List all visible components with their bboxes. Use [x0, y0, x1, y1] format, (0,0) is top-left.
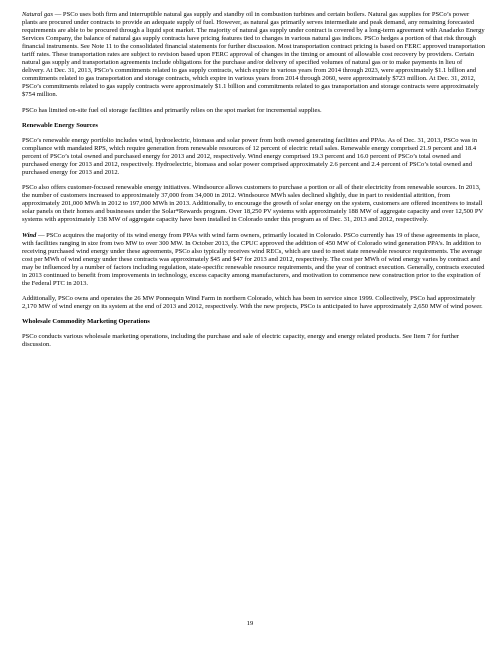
- document-page: [22, 11, 486, 356]
- wholesale-heading: Wholesale Commodity Marketing Operations: [22, 318, 150, 326]
- customer-initiatives-paragraph: PSCo also offers customer-focused renewable energy initiatives. Windsource allows customers to purchase a portion or all of their electricity from renewable sources. In 2013, the number of customers increased to approximately 37,000 from 34,000 in 2012. Windsource MWh sales declined slightly, due in part to residential attrition, from approximately 201,000 MWh in 2012 to 197,000 MWh in 2013. Additionally, to encourage the growth of solar energy on the system, customers are offered incentives to install solar panels on their homes and businesses under the Solar*Rewards program. Over 18,250 PV systems with approximately 188 MW of aggregate capacity and over 12,500 PV systems with approximately 138 MW of aggregate capacity have been installed in Colorado under this program as of Dec. 31, 2013 and 2012, respectively.: [22, 184, 484, 224]
- page-number: 19: [246, 620, 254, 627]
- wind-lead: Wind: [22, 231, 37, 239]
- natural-gas-paragraph: [22, 11, 486, 100]
- renewable-portfolio-paragraph: PSCo’s renewable energy portfolio includes wind, hydroelectric, biomass and solar power from both owned generating facilities and PPAs. As of Dec. 31, 2013, PSCo was in compliance with mandated RPS, which require generation from renewable resources of 12 percent of electric retail sales. Renewable energy comprised 21.9 percent and 18.4 percent of PSCo’s total owned and purchased energy for 2013 and 2012, respectively. Wind energy comprised 19.3 percent and 16.0 percent of PSCo’s total owned and purchased energy for 2013 and 2012, respectively. Hydroelectric, biomass and solar power comprised approximately 2.6 percent and 2.4 percent of PSCo’s total owned and purchased energy for 2013 and 2012.: [22, 136, 478, 177]
- wholesale-paragraph: PSCo conducts various wholesale marketing operations, including the purchase and sale of electric capacity, energy and energy related products. See Item 7 for further discussion.: [22, 333, 460, 349]
- wind-text: — PSCo acquires the majority of its wind energy from PPAs with wind farm owners, primarily located in Colorado. PSCo currently has 19 of these agreements in place, with facilities ranging in size from two MW to over 300 MW. In October 2013, the CPUC approved the addition of 450 MW of Colorado wind generation PPA’s. In addition to receiving purchased wind energy under these agreements, PSCo also typically receives wind RECs, which are used to meet state renewable resource requirements. The average cost per MWh of wind energy under these contracts was approximately $45 and $47 for 2013 and 2012, respectively. The cost per MWh of wind energy varies by contract and may be influenced by a number of factors including regulation, state-specific renewable resource requirements, and the year of contract execution. Generally, contracts executed in 2013 continued to benefit from improvements in technology, excess capacity among manufacturers, and motivation to commence new construction prior to the expiration of the Federal PTC in 2013.: [22, 231, 485, 287]
- wind-paragraph: [22, 232, 486, 288]
- wind-farm-paragraph: Additionally, PSCo owns and operates the 26 MW Ponnequin Wind Farm in northern Colorado, which has been in service since 1999. Collectively, PSCo had approximately 2,170 MW of wind energy on its system at the end of 2013 and 2012, respectively. With the new projects, PSCo is anticipated to have approximately 2,650 MW of wind power.: [22, 294, 483, 311]
- natural-gas-lead: Natural gas: [22, 11, 54, 18]
- natural-gas-text: — PSCo uses both firm and interruptible natural gas supply and standby oil in combustion turbines and certain boilers. Natural gas supplies for PSCo’s power plants are procured under contracts to provide an adequate supply of fuel. However, as natural gas primarily serves intermediate and peak demand, any remaining forecasted requirements are able to be procured through a liquid spot market. The majority of natural gas supply under contract is covered by a long-term agreement with Anadarko Energy Services Company, the balance of natural gas supply contracts have pricing features tied to changes in various natural gas indices. PSCo hedges a portion of that risk through financial instruments. See Note 11 to the consolidated financial statements for further discussion. Most transportation contract pricing is based on FERC approved transportation tariff rates. These transportation rates are subject to revision based upon FERC approval of changes in the timing or amount of allowable cost recovery by providers. Certain natural gas supply and transportation agreements include obligations for the purchase and/or delivery of specified volumes of natural gas or to make payments in lieu of delivery. At Dec. 31, 2013, PSCo’s commitments related to gas supply contracts, which expire in various years from 2014 through 2023, were approximately $1.1 billion and commitments related to gas transportation and storage contracts, which expire in various years from 2014 through 2060, were approximately $723 million. At Dec. 31, 2012, PSCo’s commitments related to gas supply contracts were approximately $1.1 billion and commitments related to gas transportation and storage contracts were approximately $754 million.: [22, 11, 486, 99]
- renewable-energy-heading: Renewable Energy Sources: [22, 121, 98, 129]
- fuel-oil-paragraph: PSCo has limited on-site fuel oil storage facilities and primarily relies on the spot market for incremental supplies.: [22, 106, 322, 114]
